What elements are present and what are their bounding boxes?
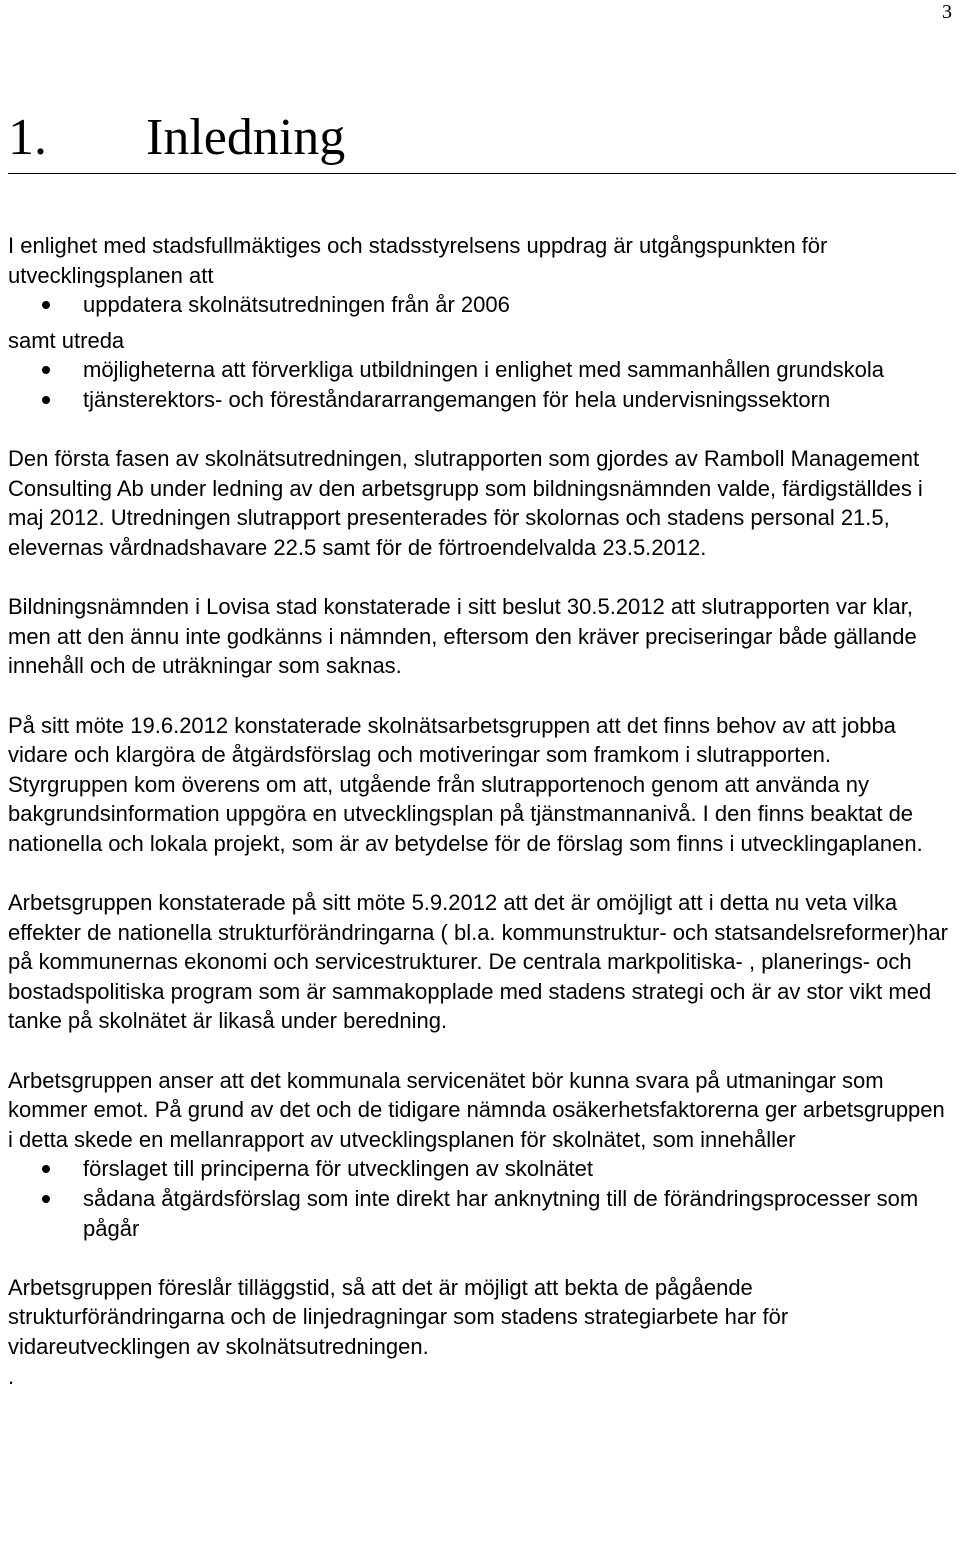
list-item-text: tjänsterektors- och föreståndararrangemangen för hela undervisningssektorn [83,386,831,412]
bullet-icon [42,1165,50,1173]
paragraph-ramboll: Den första fasen av skolnätsutredningen, slutrapporten som gjordes av Ramboll Management Consulting Ab under ledning av den arbetsgrupp som bildningsnämnden valde, färdigställdes i maj 2012. Utredningen slutrapport presenterades för skolornas och stadens personal 21.5, elevernas vårdnadshavare 22.5 samt för de förtroendelvalda 23.5.2012. [8,446,923,560]
bullet-icon [42,1195,50,1203]
heading-underline [8,173,956,174]
bullet-icon [42,396,50,404]
trailing-mark: . [8,1363,15,1389]
paragraph-decision: Bildningsnämnden i Lovisa stad konstaterade i sitt beslut 30.5.2012 att slutrapporten var klar, men att den ännu inte godkänns i nämnden, eftersom den kräver preciseringar både gällande innehåll och de uträkningar som saknas. [8,594,917,679]
paragraph-meeting-june: På sitt möte 19.6.2012 konstaterade skolnätsarbetsgruppen att det finns behov av att jobba vidare och klargöra de åtgärdsförslag och motiveringar som framkom i slutrapporten. Styrgruppen kom överens om att, utgående från slutrapportenoch genom att använda ny bakgrundsinformation uppgöra en utvecklingsplan på tjänstmannanivå. I den finns beaktat de nationella och lokala projekt, som är av betydelse för de förslag som finns i utvecklingaplanen. [8,712,923,856]
second-bullet-list [8,355,953,414]
list-item-text: uppdatera skolnätsutredningen från år 2006 [83,292,510,318]
interim-bullet-list [8,1154,953,1243]
document-body [8,231,953,1391]
second-lead: samt utreda [8,327,125,353]
interim-lead: Arbetsgruppen anser att det kommunala servicenätet bör kunna svara på utmaningar som kommer emot. På grund av det och de tidigare nämnda osäkerhetsfaktorerna ger arbetsgruppen i detta skede en mellanrapport av utvecklingsplanen för skolnätet, som innehåller [8,1067,945,1152]
list-item [8,385,953,415]
list-item [8,1154,953,1184]
list-item [8,355,953,385]
list-item-text: sådana åtgärdsförslag som inte direkt har anknytning till de förändringsprocesser som pågår [83,1186,919,1241]
list-item-text: möjligheterna att förverkliga utbildningen i enlighet med sammanhållen grundskola [83,357,885,383]
paragraph-meeting-september: Arbetsgruppen konstaterade på sitt möte 5.9.2012 att det är omöjligt att i detta nu veta vilka effekter de nationella strukturförändringarna ( bl.a. kommunstruktur- och statsandelsreformer)har på kommunernas ekonomi och servicestrukturer. De centrala markpolitiska- , planerings- och bostadspolitiska program som är sammakopplade med stadens strategi och är av stor vikt med tanke på skolnätet är likaså under beredning. [8,890,948,1034]
bullet-icon [42,301,50,309]
section-number: 1. [8,109,47,166]
section-title: Inledning [146,109,346,166]
list-item [8,290,953,320]
intro-bullet-list [8,290,953,320]
intro-lead: I enlighet med stadsfullmäktiges och stadsstyrelsens uppdrag är utgångspunkten för utvecklingsplanen att [8,233,828,288]
section-heading [8,108,956,168]
list-item-text: förslaget till principerna för utvecklingen av skolnätet [83,1156,593,1182]
page-number: 3 [942,1,952,23]
bullet-icon [42,366,50,374]
paragraph-closing: Arbetsgruppen föreslår tilläggstid, så att det är möjligt att bekta de pågående strukturförändringarna och de linjedragningar som stadens strategiarbete har för vidareutvecklingen av skolnätsutredningen. [8,1274,789,1359]
list-item [8,1184,953,1243]
